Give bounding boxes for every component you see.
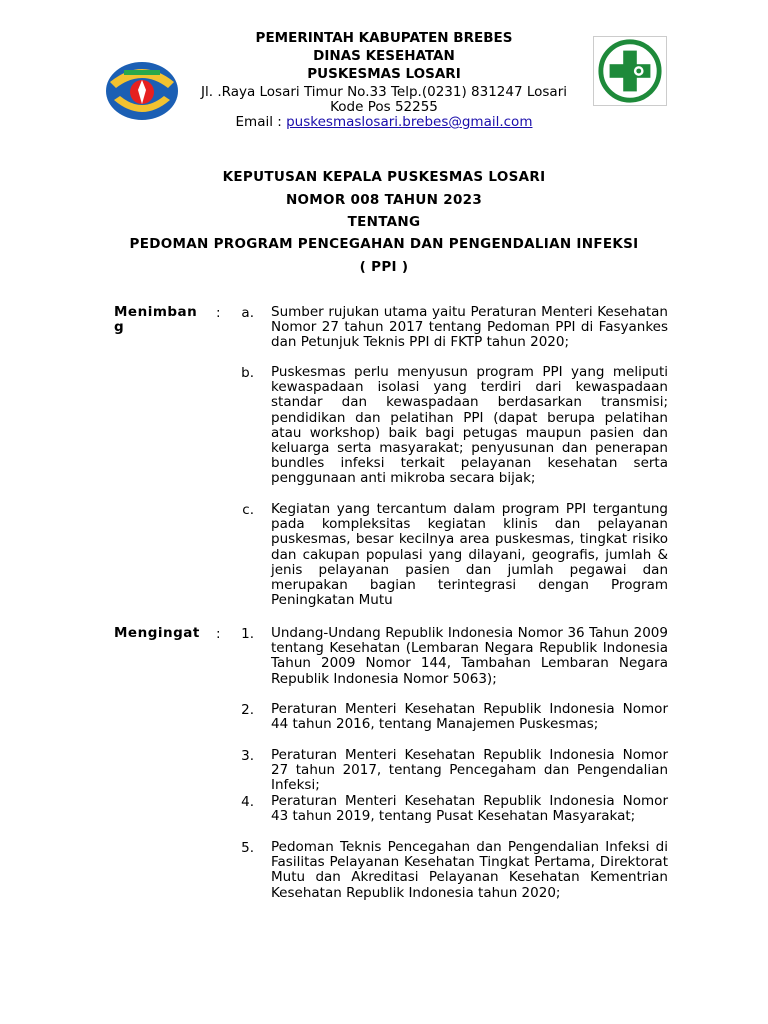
mengingat-marker-4: 4. xyxy=(241,794,254,810)
header-line-1: PEMERINTAH KABUPATEN BREBES xyxy=(255,30,513,46)
header-line-3: PUSKESMAS LOSARI xyxy=(307,66,461,82)
puskesmas-logo-icon xyxy=(593,36,667,106)
menimbang-label: Menimbang xyxy=(114,304,198,335)
decree-subject-abbrev: ( PPI ) xyxy=(359,259,409,275)
header-email-line xyxy=(160,113,608,131)
header-address: Jl. .Raya Losari Timur No.33 Telp.(0231) 831247 Losari xyxy=(201,84,567,100)
decree-subject: PEDOMAN PROGRAM PENCEGAHAN DAN PENGENDALIAN INFEKSI xyxy=(129,236,639,252)
email-link[interactable]: puskesmaslosari.brebes@gmail.com xyxy=(286,114,533,130)
mengingat-marker-5: 5. xyxy=(241,840,254,856)
mengingat-item-1: Undang-Undang Republik Indonesia Nomor 36 Tahun 2009 tentang Kesehatan (Lembaran Negara Republik Indonesia Tahun 2009 Nomor 144, Tambahan Lembaran Negara Republik Indonesia Nomor 5063); xyxy=(271,625,668,687)
decree-tentang: TENTANG xyxy=(347,214,421,230)
mengingat-marker-1: 1. xyxy=(241,626,254,642)
menimbang-marker-b: b. xyxy=(241,365,254,381)
decree-title: KEPUTUSAN KEPALA PUSKESMAS LOSARI xyxy=(222,169,546,185)
menimbang-colon: : xyxy=(216,305,221,321)
menimbang-item-c: Kegiatan yang tercantum dalam program PPI tergantung pada kompleksitas kegiatan klinis dan pelayanan puskesmas, besar kecilnya area puskesmas, tingkat risiko dan cakupan populasi yang dilayani, geografis, jumlah & jenis pelayanan pasien dan jumlah pegawai dan merupakan bagian terintegrasi dengan Program Peningkatan Mutu xyxy=(271,501,668,609)
mengingat-item-2: Peraturan Menteri Kesehatan Republik Indonesia Nomor 44 tahun 2016, tentang Manajemen Puskesmas; xyxy=(271,701,668,733)
menimbang-item-a: Sumber rujukan utama yaitu Peraturan Menteri Kesehatan Nomor 27 tahun 2017 tentang Pedoman PPI di Fasyankes dan Petunjuk Teknis PPI di FKTP tahun 2020; xyxy=(271,304,668,351)
header-line-2: DINAS KESEHATAN xyxy=(313,48,455,64)
menimbang-item-b: Puskesmas perlu menyusun program PPI yang meliputi kewaspadaan isolasi yang terdiri dari kewaspadaan standar dan kewaspadaan berdasarkan transmisi; pendidikan dan pelatihan PPI (dapat berupa pelatihan atau workshop) baik bagi petugas maupun pasien dan keluarga serta masyarakat; penyusunan dan penerapan bundles infeksi terkait pelayanan kesehatan serta penggunaan anti mikroba secara bijak; xyxy=(271,364,668,487)
mengingat-marker-3: 3. xyxy=(241,748,254,764)
mengingat-item-3: Peraturan Menteri Kesehatan Republik Indonesia Nomor 27 tahun 2017, tentang Pencegaham dan Pengendalian Infeksi; xyxy=(271,747,668,794)
mengingat-item-5: Pedoman Teknis Pencegahan dan Pengendalian Infeksi di Fasilitas Pelayanan Kesehatan Tingkat Pertama, Direktorat Mutu dan Akreditasi Pelayanan Kesehatan Kementrian Kesehatan Republik Indonesia tahun 2020; xyxy=(271,839,668,901)
header-postal: Kode Pos 52255 xyxy=(330,99,438,115)
mengingat-marker-2: 2. xyxy=(241,702,254,718)
menimbang-marker-c: c. xyxy=(242,502,254,518)
menimbang-marker-a: a. xyxy=(241,305,254,321)
mengingat-label: Mengingat xyxy=(114,625,200,641)
mengingat-colon: : xyxy=(216,626,221,642)
decree-number: NOMOR 008 TAHUN 2023 xyxy=(285,192,483,208)
mengingat-item-4: Peraturan Menteri Kesehatan Republik Indonesia Nomor 43 tahun 2019, tentang Pusat Kesehatan Masyarakat; xyxy=(271,793,668,825)
email-label: Email : xyxy=(235,114,287,130)
